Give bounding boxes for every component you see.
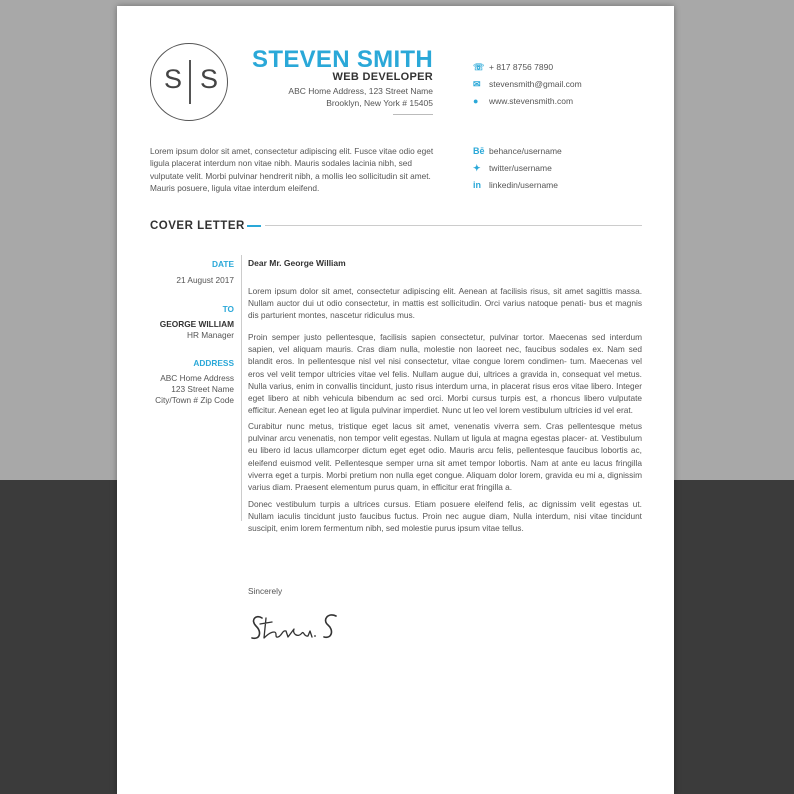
monogram-right-letter: S xyxy=(200,64,219,94)
recipient-name: GEORGE WILLIAM xyxy=(159,319,234,329)
mail-icon: ✉ xyxy=(473,79,481,89)
date-label: DATE xyxy=(212,259,234,269)
monogram-left-letter: S xyxy=(164,64,183,94)
section-title-rule xyxy=(265,225,642,226)
contact-phone-text: + 817 8756 7890 xyxy=(489,62,554,72)
social-behance[interactable] xyxy=(473,146,562,156)
sidebar-divider xyxy=(241,255,242,521)
recipient-title: HR Manager xyxy=(186,330,234,340)
contact-website-text: www.stevensmith.com xyxy=(489,96,574,106)
globe-icon: ● xyxy=(473,96,479,106)
intro-summary: Lorem ipsum dolor sit amet, consectetur adipiscing elit. Fusce vitae odio eget ligula placerat interdum non vitae nibh. Mauris sodales lacinia nibh, sed vulputate velit. Morbi pulvinar hendrerit nibh, a mollis leo sollicitudin sit amet. Mauris posuere, ligula vitae interdum eleifend. xyxy=(150,146,434,193)
social-linkedin[interactable] xyxy=(473,180,558,190)
social-twitter-text: twitter/username xyxy=(489,163,552,173)
applicant-name: STEVEN SMITH xyxy=(252,46,433,73)
header-address-line2: Brooklyn, New York # 15405 xyxy=(326,98,433,108)
phone-icon: ☏ xyxy=(473,62,485,72)
letter-paragraph: Donec vestibulum turpis a ultrices cursus. Etiam posuere eleifend felis, ac dignissim velit egestas ut. Nullam iaculis tincidunt justo faucibus fuctus. Proin nec augue diam, Nulla interdum, nisi vitae tincidunt suscipit, enim lorem fermentum nibh, sed molestie purus ipsum vitae tellus. xyxy=(248,499,642,534)
section-title-accent xyxy=(247,225,261,227)
social-twitter[interactable] xyxy=(473,163,552,174)
monogram-divider xyxy=(189,60,191,104)
resume-page xyxy=(117,6,674,794)
header-address-line1: ABC Home Address, 123 Street Name xyxy=(288,86,433,96)
contact-email[interactable] xyxy=(473,79,582,90)
behance-icon: Bē xyxy=(473,146,485,156)
section-title: COVER LETTER xyxy=(150,220,245,232)
recipient-address-line2: 123 Street Name xyxy=(171,384,234,394)
signature-drawing xyxy=(248,606,348,646)
recipient-address-line1: ABC Home Address xyxy=(160,373,234,383)
linkedin-icon: in xyxy=(473,180,481,190)
applicant-role: WEB DEVELOPER xyxy=(332,71,433,83)
contact-phone[interactable] xyxy=(473,62,553,73)
social-linkedin-text: linkedin/username xyxy=(489,180,558,190)
letter-paragraph: Lorem ipsum dolor sit amet, consectetur adipiscing elit. Aenean at facilisis risus, sit amet sagittis massa. Nullam auctor dui ut odio consectetur, in mattis est sollicitudin. Orci varius natoque penati- bus et magnis dis parturient montes, nascetur ridiculus mus. xyxy=(248,286,642,321)
social-behance-text: behance/username xyxy=(489,146,562,156)
header-divider xyxy=(393,114,433,115)
letter-paragraph: Curabitur nunc metus, tristique eget lacus sit amet, venenatis viverra sem. Cras pellentesque metus pulvinar arcu venenatis, non tempor velit egestas. Nullam ut ligula at magna egestas placer- at. Vestibulum eu libero id lacus ullamcorper dictum eget eget odio. Mauris arcu felis, pellentesque faucibus lobortis ac, eleifend euismod velit. Pellentesque semper urna sit amet tempor lobortis. Nam at ante eu lacus fringilla viverra eget a turpis. Morbi pretium non nulla eget congue. Aliquam dolor lorem, gravida eu mi a, dignissim varius diam. Praesent elementum purus quam, in efficitur erat fringilla a. xyxy=(248,421,642,493)
letter-closing: Sincerely xyxy=(248,586,283,596)
signature xyxy=(248,606,348,651)
monogram-logo xyxy=(150,43,228,121)
to-label: TO xyxy=(222,304,234,314)
contact-website[interactable] xyxy=(473,96,573,106)
recipient-address-line3: City/Town # Zip Code xyxy=(155,395,234,405)
twitter-icon: ✦ xyxy=(473,163,481,173)
letter-paragraph: Proin semper justo pellentesque, facilisis sapien consectetur, pulvinar tortor. Maecenas sed interdum sapien, vel aliquam mauris. Cras diam nulla, molestie non laoreet nec, faucibus sodales ex. Nam sed blandit eros. In pellentesque nisl vel nisi consectetur, vitae congue lorem condimen- tum. Maecenas vel eros vel velit tempor ultricies vitae vel felis. Nullam augue dui, ultrices a gravida in, consequat vel metus. Nulla varius, enim in convallis tincidunt, justo risus interdum urna, in placerat risus eros vitae libero. Integer eget libero at nibh vehicula bibendum ac sed orci. Morbi cursus turpis est, a rhoncus libero vulputate efficitur. Aenean eget leo at ligula pulvinar imperdiet. Nunc ut leo vel lorem vestibulum ultricies id vel erat. xyxy=(248,332,642,416)
address-label: ADDRESS xyxy=(193,358,234,368)
contact-email-text: stevensmith@gmail.com xyxy=(489,79,582,89)
letter-greeting: Dear Mr. George William xyxy=(248,258,346,268)
date-value: 21 August 2017 xyxy=(176,275,234,285)
